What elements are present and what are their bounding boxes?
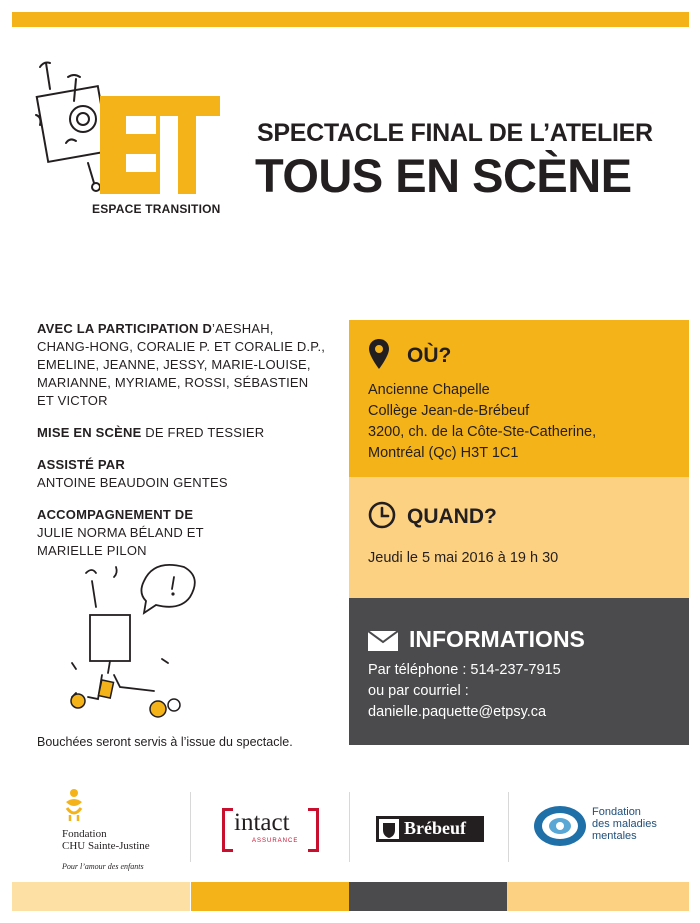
when-heading: QUAND? bbox=[407, 505, 497, 528]
logo-divider bbox=[349, 792, 350, 862]
intact-logo: intact ASSURANCE bbox=[222, 808, 322, 850]
logo-divider bbox=[508, 792, 509, 862]
accompaniment-credit: ACCOMPAGNEMENT DE JULIE NORMA BÉLAND ET MARIELLE PILON bbox=[37, 507, 204, 558]
title-line-1: SPECTACLE FINAL DE L’ATELIER bbox=[257, 119, 653, 147]
logo-label: ESPACE TRANSITION bbox=[92, 202, 221, 216]
brebeuf-crest-icon bbox=[379, 819, 399, 839]
where-address: Ancienne Chapelle Collège Jean-de-Brébeuf 3200, ch. de la Côte-Ste-Catherine, Montréal (Qc) H3T 1C1 bbox=[368, 382, 597, 461]
credits-block bbox=[37, 320, 327, 574]
when-date: Jeudi le 5 mai 2016 à 19 h 30 bbox=[368, 550, 559, 566]
chu-sainte-justine-logo: Fondation CHU Sainte-Justine Pour l’amour des enfants bbox=[62, 788, 192, 871]
title-line-2: TOUS EN SCÈNE bbox=[255, 149, 632, 202]
info-panel bbox=[349, 598, 689, 745]
when-panel bbox=[349, 477, 689, 598]
fmm-head-icon bbox=[532, 802, 588, 848]
brebeuf-logo: Brébeuf bbox=[376, 816, 484, 842]
assistant-credit: ASSISTÉ PAR ANTOINE BEAUDOIN GENTES bbox=[37, 457, 228, 490]
where-panel bbox=[349, 320, 689, 477]
fondation-maladies-mentales-logo: Fondation des maladies mentales bbox=[532, 802, 682, 852]
refreshments-note: Bouchées seront servis à l’issue du spectacle. bbox=[37, 735, 293, 749]
info-contact: Par téléphone : 514-237-7915 ou par courriel : danielle.paquette@etpsy.ca bbox=[368, 662, 561, 720]
character-doodle-icon bbox=[62, 563, 222, 723]
et-letters bbox=[100, 96, 220, 194]
participation-credit: AVEC LA PARTICIPATION D’AESHAH, CHANG-HONG, CORALIE P. ET CORALIE D.P., EMELINE, JEANNE, JESSY, MARIE-LOUISE, MARIANNE, MYRIAME, ROSSI, SÉBASTIEN ET VICTOR bbox=[37, 321, 326, 408]
chu-figure-icon bbox=[62, 788, 86, 822]
info-heading: INFORMATIONS bbox=[409, 626, 585, 652]
envelope-icon bbox=[368, 631, 398, 651]
director-credit: MISE EN SCÈNE DE FRED TESSIER bbox=[37, 425, 265, 440]
sponsor-logos bbox=[12, 792, 689, 871]
logo-divider bbox=[190, 792, 191, 862]
top-color-bar bbox=[12, 12, 689, 27]
location-pin-icon bbox=[368, 338, 390, 370]
clock-icon bbox=[368, 501, 396, 529]
where-heading: OÙ? bbox=[407, 344, 452, 367]
